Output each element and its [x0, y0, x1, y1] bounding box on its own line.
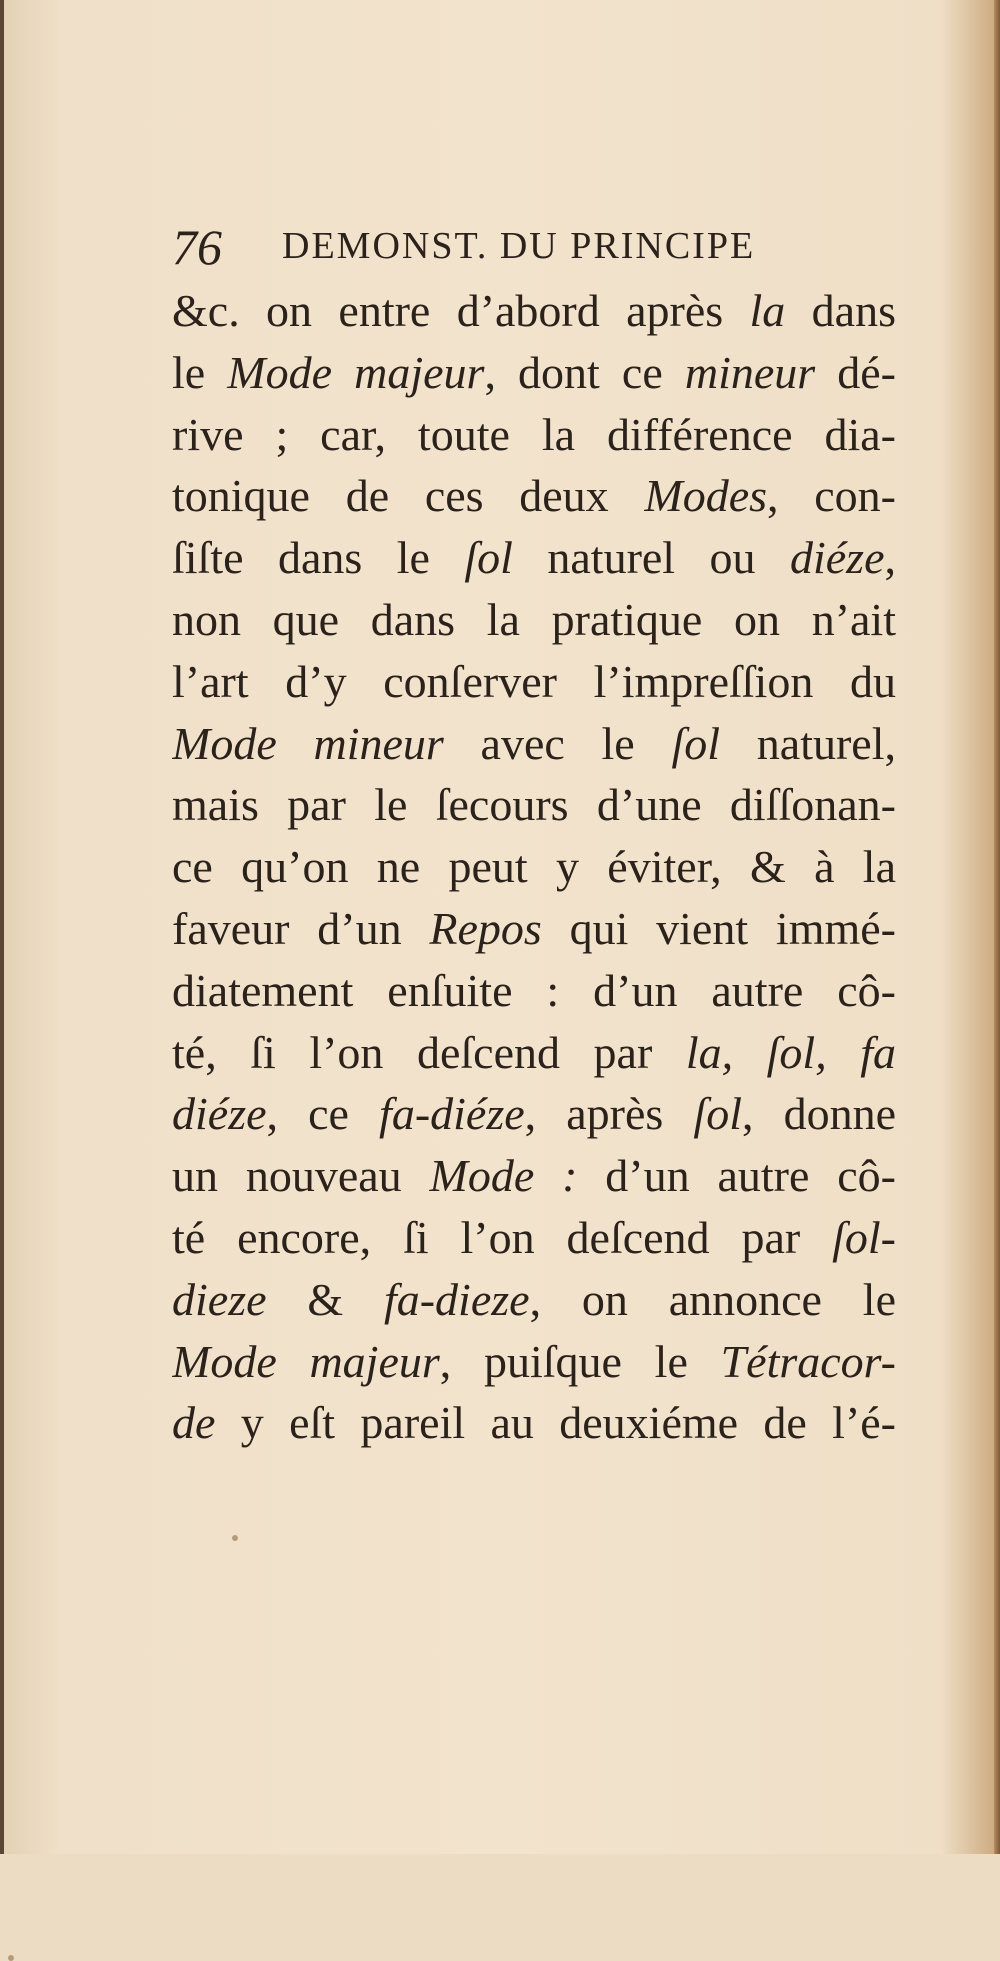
text-run: & [266, 1273, 384, 1325]
page-left-edge [0, 0, 4, 1854]
text-line [172, 1207, 896, 1269]
text-run: le [172, 346, 228, 398]
text-run: , on annonce le [529, 1273, 896, 1325]
text-run: , con- [767, 470, 896, 522]
text-line [172, 1022, 896, 1084]
text-line [172, 1392, 896, 1454]
italic-run: diéze [172, 1088, 267, 1140]
italic-run: Tétracor- [720, 1335, 896, 1387]
text-run: l’art d’y conſerver l’impreſſion du [172, 655, 896, 707]
text-run: mais par le ſecours d’une diſſonan- [172, 779, 896, 831]
text-run: non que dans la pratique on n’ait [172, 593, 896, 645]
text-run: qui vient immé- [541, 902, 896, 954]
italic-run: Repos [429, 902, 542, 954]
text-line [172, 898, 896, 960]
text-line [172, 589, 896, 651]
text-line [172, 774, 896, 836]
text-run: faveur d’un [172, 902, 430, 954]
text-line [172, 342, 896, 404]
text-run: , ce [266, 1088, 380, 1140]
text-line [172, 713, 896, 775]
italic-run: mineur [684, 346, 816, 398]
text-line [172, 1269, 896, 1331]
text-line [172, 527, 896, 589]
text-line [172, 651, 896, 713]
text-line [172, 404, 896, 466]
page-right-edge [994, 0, 1000, 1854]
running-title: DEMONST. DU PRINCIPE [282, 225, 756, 267]
italic-run: dieze [172, 1273, 267, 1325]
text-run: un nouveau [172, 1150, 430, 1202]
text-run: naturel ou [512, 532, 790, 584]
text-run: y eſt pareil au deuxiéme de l’é- [215, 1397, 896, 1449]
paper-speck [8, 1955, 14, 1961]
text-run: , donne [741, 1088, 896, 1140]
italic-run: Modes [644, 470, 768, 522]
text-run: , dont ce [484, 346, 685, 398]
text-run: , puiſque le [439, 1335, 721, 1387]
text-run: , après [524, 1088, 694, 1140]
text-run: ſiſte dans le [172, 532, 465, 584]
text-run: , [884, 532, 896, 584]
text-line [172, 1083, 896, 1145]
text-run: dé- [815, 346, 896, 398]
text-line [172, 280, 896, 342]
text-run: diatement enſuite : d’un autre cô- [172, 964, 896, 1016]
italic-run: Mode mineur [172, 717, 444, 769]
body-text [172, 280, 896, 1454]
italic-run: ſol [671, 717, 721, 769]
text-run: naturel, [720, 717, 896, 769]
italic-run: fa-dieze [383, 1273, 530, 1325]
text-line [172, 1145, 896, 1207]
text-line [172, 465, 896, 527]
italic-run: diéze [789, 532, 885, 584]
text-run: té, ſi l’on deſcend par [172, 1026, 686, 1078]
text-line [172, 836, 896, 898]
italic-run: la, ſol, fa [685, 1026, 896, 1078]
text-run: rive ; car, toute la différence dia- [172, 408, 896, 460]
italic-run: la [749, 285, 786, 336]
italic-run: ſol [464, 532, 513, 584]
italic-run: ſol [693, 1088, 742, 1140]
italic-run: ſol- [832, 1211, 896, 1263]
text-run: avec le [443, 717, 672, 769]
text-run: d’un autre cô- [577, 1150, 896, 1202]
italic-run: Mode majeur [172, 1335, 440, 1387]
page-number: 76 [172, 219, 222, 275]
text-run: dans [785, 285, 896, 336]
text-run: té encore, ſi l’on deſcend par [172, 1211, 833, 1263]
italic-run: de [172, 1397, 216, 1449]
text-line [172, 1331, 896, 1393]
italic-run: Mode : [429, 1150, 578, 1202]
text-run: tonique de ces deux [172, 470, 645, 522]
paper-speck [232, 1535, 238, 1541]
italic-run: fa-diéze [379, 1088, 525, 1140]
text-run: ce qu’on ne peut y éviter, & à la [172, 841, 896, 893]
text-line [172, 960, 896, 1022]
text-run: &c. on entre d’abord après [172, 285, 750, 336]
page-header [172, 218, 892, 280]
italic-run: Mode majeur [227, 346, 485, 398]
